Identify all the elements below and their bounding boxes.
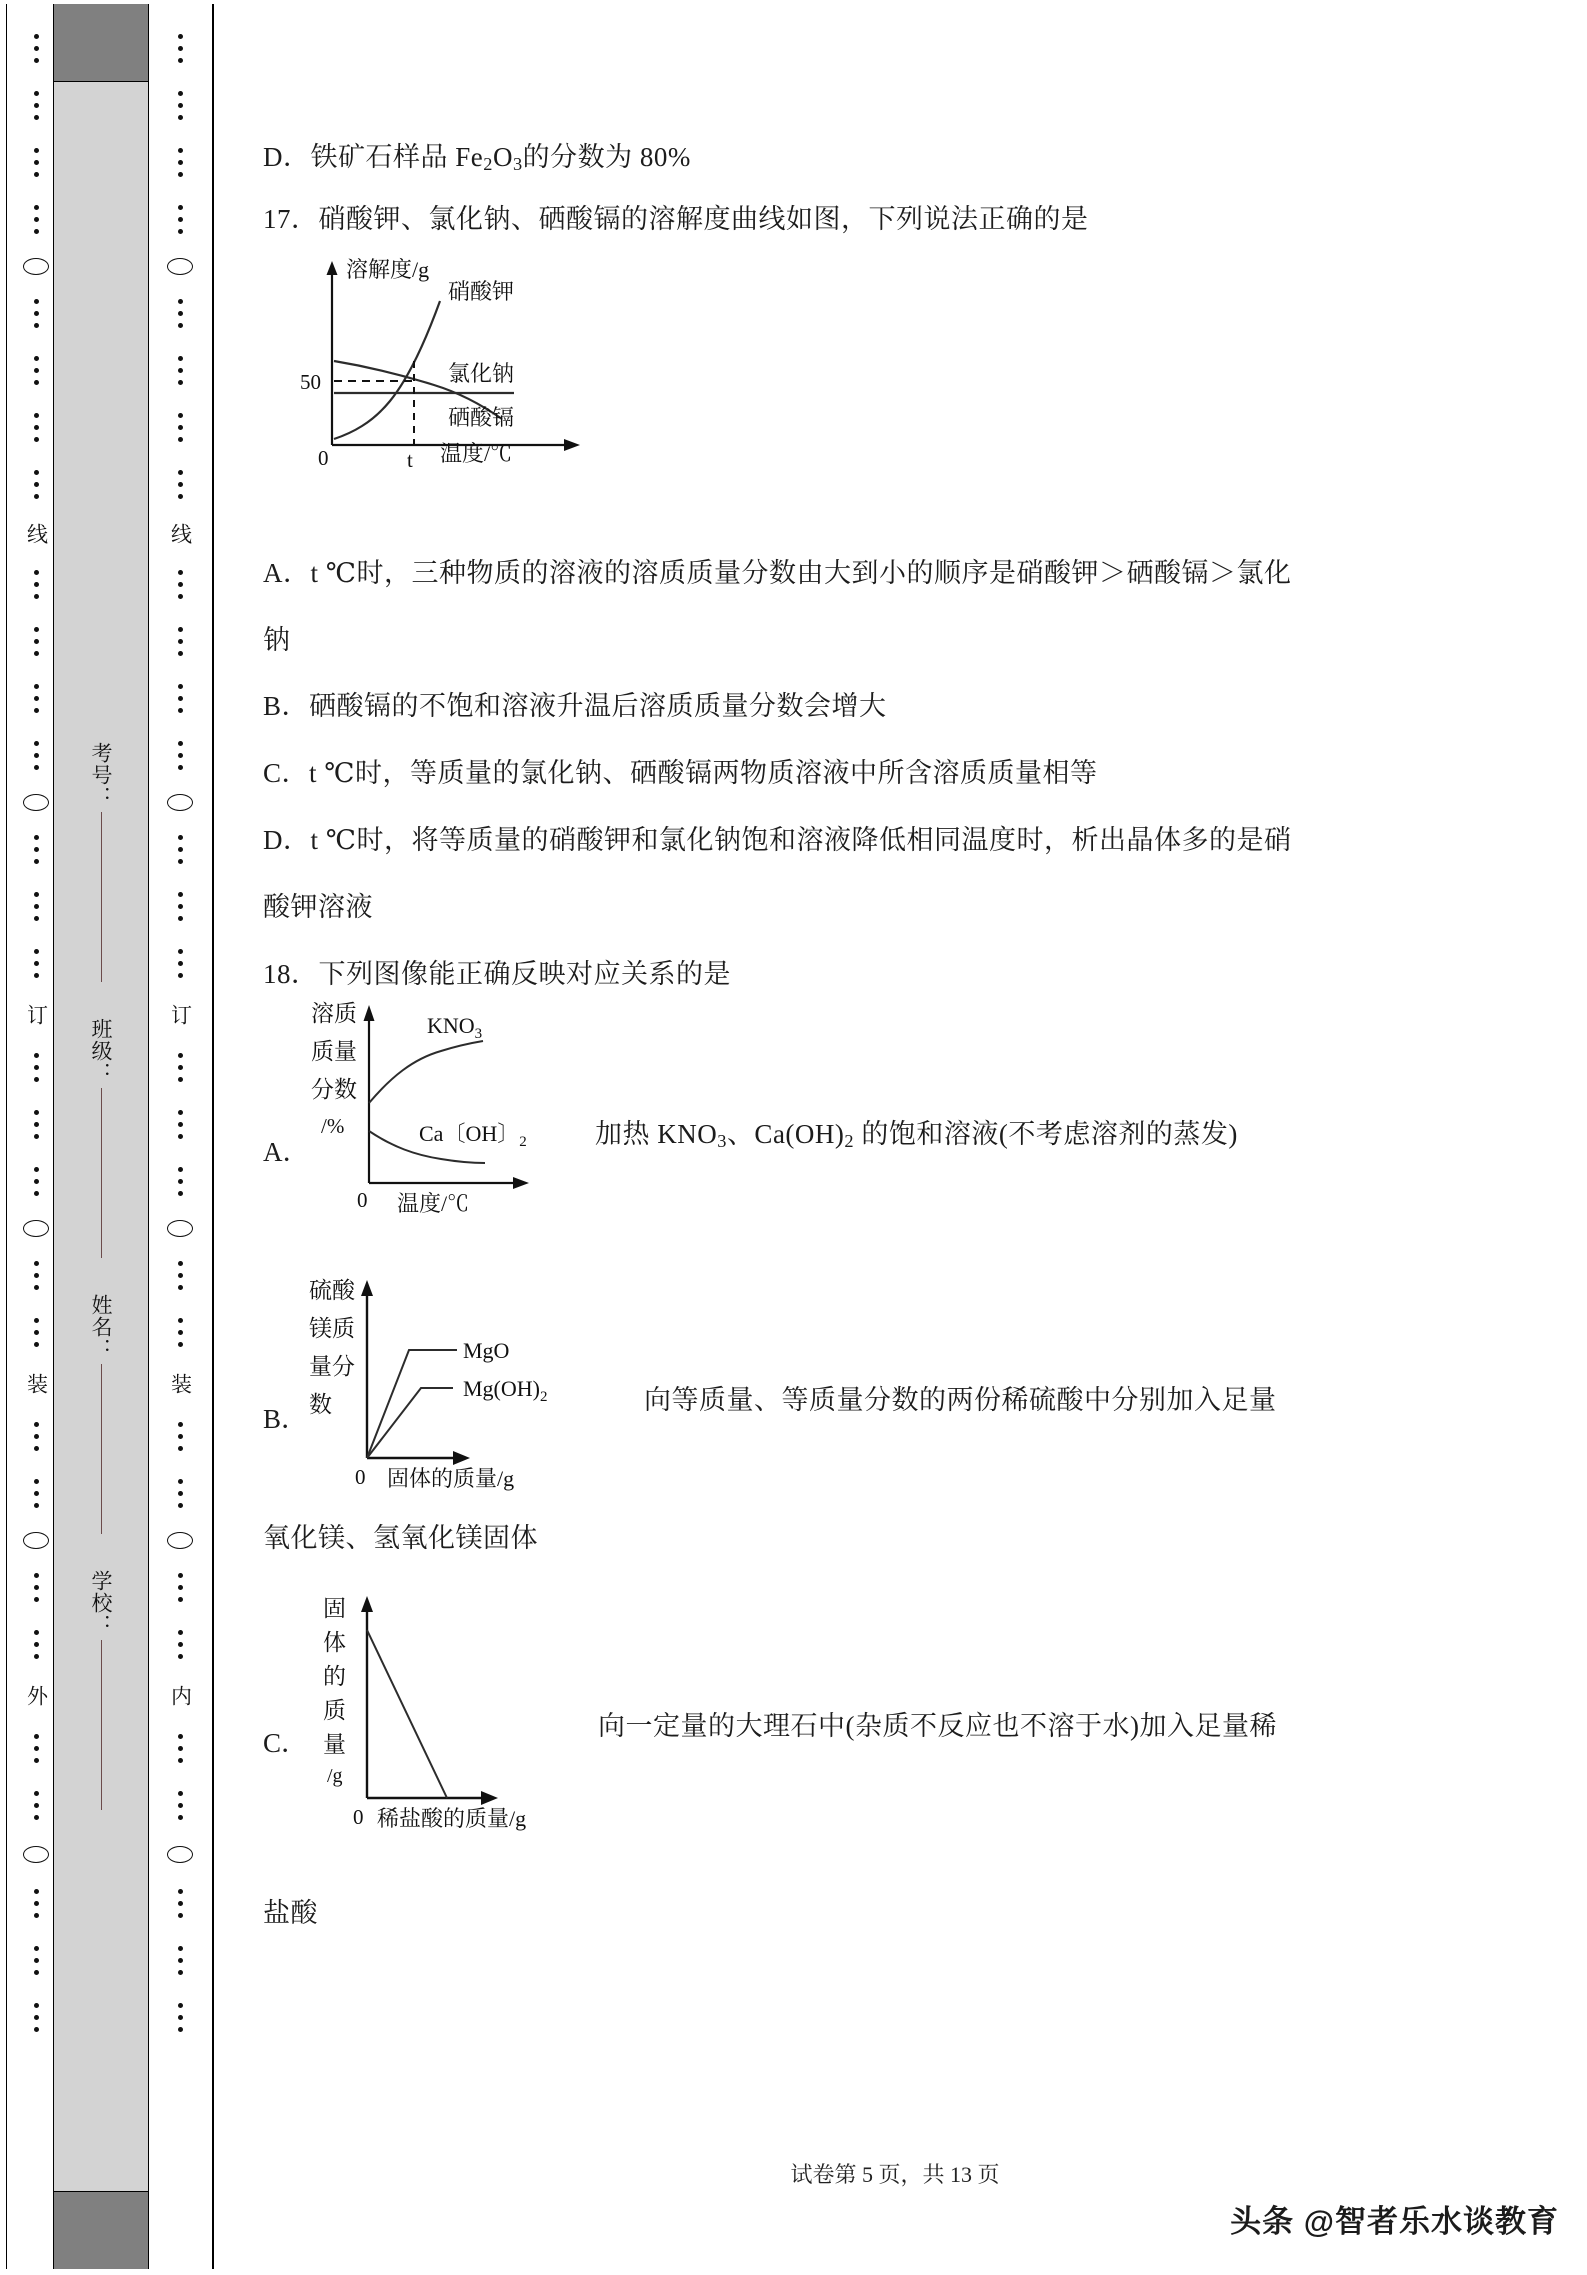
dot-run	[34, 1630, 39, 1659]
dot-run	[34, 1734, 39, 1763]
q18b-ylabel-line-2: 镁质	[309, 1316, 355, 1341]
question-17-number: 17．	[263, 204, 319, 234]
dot-run	[178, 627, 183, 656]
dot-run	[178, 949, 183, 978]
field-name-rule[interactable]	[101, 1364, 102, 1534]
series-curve-xiaosuanjia	[334, 301, 440, 439]
q17-option-a-letter: A．	[263, 558, 311, 588]
dot-run	[34, 1110, 39, 1139]
dot-run	[34, 835, 39, 864]
dot-run	[178, 1573, 183, 1602]
margin-label-wai: 外	[24, 1685, 49, 1708]
q18c-ylabel-char-3: 的	[323, 1664, 346, 1689]
q18c-ylabel-char-5: 量	[323, 1732, 346, 1757]
dot-run	[178, 2003, 183, 2032]
dot-run	[34, 1261, 39, 1290]
q17-option-d-letter: D．	[263, 825, 311, 855]
dot-run	[178, 1889, 183, 1918]
dot-run	[34, 1946, 39, 1975]
dot-run	[178, 356, 183, 385]
seal-circle-mark	[167, 1220, 193, 1237]
dot-run	[34, 1422, 39, 1451]
page-footer: 试卷第 5 页，共 13 页	[790, 2162, 1000, 2187]
option-d-text-before: 铁矿石样品 Fe	[310, 142, 484, 172]
q17-chart-svg	[290, 253, 630, 472]
margin-label-zhuang: 装	[24, 1373, 49, 1396]
q17-y-axis-label: 溶解度/g	[346, 257, 430, 282]
dot-run	[178, 1630, 183, 1659]
option-d-mid-o: O	[492, 142, 513, 172]
dot-run	[34, 741, 39, 770]
dot-run	[34, 1791, 39, 1820]
dot-run	[178, 570, 183, 599]
question-18-text: 下列图像能正确反映对应关系的是	[318, 959, 731, 989]
q18c-ylabel-char-1: 固	[323, 1596, 346, 1621]
q17-x-axis-label: 温度/℃	[440, 441, 513, 466]
margin-label-ding: 订	[168, 1004, 193, 1027]
dot-run	[34, 684, 39, 713]
dot-run	[178, 413, 183, 442]
q18a-x-axis-label: 温度/℃	[397, 1191, 470, 1216]
field-name-label: 姓名：	[89, 1294, 113, 1360]
q17-x-tick-t: t	[407, 448, 413, 472]
dot-run	[34, 949, 39, 978]
dot-run	[178, 299, 183, 328]
dot-run	[34, 413, 39, 442]
dot-run	[34, 1167, 39, 1196]
dot-run	[178, 1946, 183, 1975]
dot-run	[178, 91, 183, 120]
question-17-option-a-line1	[263, 560, 1291, 587]
watermark	[1230, 2196, 1559, 2241]
q17-series-label-lvhuana: 氯化钠	[448, 361, 515, 386]
q18a-ylabel-line-4: /%	[321, 1114, 345, 1138]
y-axis-arrow	[364, 1005, 375, 1021]
q18-a-chart-svg	[305, 995, 585, 1220]
figure-q18-a-chart	[305, 995, 585, 1220]
seal-circle-mark	[23, 258, 49, 275]
dot-run	[34, 627, 39, 656]
q18a-caption-part-c: 的饱和溶液(不考虑溶剂的蒸发)	[854, 1119, 1238, 1149]
question-17-option-a-line2: 钠	[263, 625, 291, 655]
dot-run	[34, 570, 39, 599]
q17-option-b-letter: B．	[263, 691, 310, 721]
x-axis-arrow	[564, 439, 580, 451]
seal-circle-mark	[23, 794, 49, 811]
dot-run	[34, 1479, 39, 1508]
margin-label-xian: 线	[168, 523, 193, 546]
field-name[interactable]	[86, 1294, 116, 1534]
dot-run	[178, 1053, 183, 1082]
x-axis-arrow	[453, 1451, 470, 1465]
figure-q17-solubility-chart	[290, 253, 630, 472]
q18c-x-axis-label: 稀盐酸的质量/g	[377, 1806, 527, 1831]
band-cap-top	[54, 4, 148, 82]
inner-sealing-margin	[150, 4, 210, 2269]
margin-label-zhuang: 装	[168, 1373, 193, 1396]
q17-option-b-text: 硒酸镉的不饱和溶液升温后溶质质量分数会增大	[309, 691, 887, 721]
dot-run	[178, 1167, 183, 1196]
x-axis-arrow	[481, 1791, 498, 1805]
field-exam-number-label: 考号：	[89, 742, 113, 808]
q18-option-c-caption-line2: 盐酸	[263, 1898, 318, 1928]
dot-run	[178, 34, 183, 63]
q17-option-c-text: t ℃时，等质量的氯化钠、硒酸镉两物质溶液中所含溶质质量相等	[309, 758, 1098, 788]
dot-run	[178, 1110, 183, 1139]
seal-circle-mark	[167, 1532, 193, 1549]
q18-option-a-caption	[595, 1121, 1238, 1150]
seal-circle-mark	[23, 1532, 49, 1549]
dot-run	[34, 470, 39, 499]
sheet-edge-right-rule	[212, 4, 214, 2269]
q18a-series-label-caoh2: Ca〔OH〕$_2$	[419, 1121, 527, 1150]
dot-run	[178, 1791, 183, 1820]
field-school-rule[interactable]	[101, 1640, 102, 1810]
seal-circle-mark	[167, 258, 193, 275]
previous-question-option-d	[263, 144, 691, 173]
margin-label-xian: 线	[24, 523, 49, 546]
dot-run	[178, 741, 183, 770]
q18b-x-axis-label: 固体的质量/g	[387, 1466, 515, 1491]
q18-option-b-caption-line2: 氧化镁、氢氧化镁固体	[263, 1523, 538, 1553]
q18-option-b-letter: B．	[263, 1404, 309, 1434]
q18a-ylabel-line-2: 质量	[311, 1039, 357, 1064]
dot-run	[34, 148, 39, 177]
q18b-series-label-mgo: MgO	[463, 1338, 510, 1363]
dot-run	[34, 1573, 39, 1602]
q18-option-a-letter: A．	[263, 1137, 310, 1167]
q18c-ylabel-char-2: 体	[323, 1630, 346, 1655]
question-17-option-c	[263, 760, 1097, 787]
field-exam-number-rule[interactable]	[101, 812, 102, 982]
dot-run	[34, 356, 39, 385]
dot-run	[178, 1422, 183, 1451]
q17-origin-label: 0	[318, 446, 329, 470]
q18b-ylabel-line-1: 硫酸	[309, 1278, 355, 1303]
margin-label-nei: 内	[168, 1685, 193, 1708]
q17-series-label-xisuangé: 硒酸镉	[448, 405, 515, 430]
series-curve-solid-mass	[367, 1630, 447, 1798]
watermark-text: 头条 @智者乐水谈教育	[1230, 2204, 1559, 2239]
field-school[interactable]	[86, 1570, 116, 1810]
question-17-option-d-line2: 酸钾溶液	[263, 892, 373, 922]
band-cap-bottom	[54, 2191, 148, 2269]
q18a-caption-part-a: 加热 KNO	[595, 1119, 718, 1149]
x-axis-arrow	[513, 1177, 529, 1189]
dot-run	[178, 1318, 183, 1347]
q18a-series-label-kno3: $KNO_3$	[427, 1013, 483, 1042]
field-class-label: 班级：	[89, 1018, 113, 1084]
q18b-series-label-mgoh2: $Mg(OH)_2$	[463, 1376, 548, 1405]
question-18-number: 18．	[263, 959, 319, 989]
field-class[interactable]	[86, 1018, 116, 1258]
seal-circle-mark	[167, 794, 193, 811]
student-info-fields	[54, 82, 148, 2191]
q18a-ylabel-line-3: 分数	[311, 1077, 357, 1102]
seal-circle-mark	[23, 1220, 49, 1237]
seal-circle-mark	[167, 1846, 193, 1863]
question-17-stem	[263, 206, 1089, 233]
dot-run	[34, 34, 39, 63]
dot-run	[178, 470, 183, 499]
q17-option-c-letter: C．	[263, 758, 310, 788]
q17-option-a-text: t ℃时，三种物质的溶液的溶质质量分数由大到小的顺序是硝酸钾＞硒酸镉＞氯化	[310, 558, 1292, 588]
q18b-ylabel-line-4: 数	[309, 1392, 332, 1417]
q18a-caption-sub-3: 3	[717, 1131, 727, 1152]
question-18-stem	[263, 961, 731, 988]
dot-run	[178, 684, 183, 713]
q17-y-tick-50: 50	[300, 370, 321, 394]
margin-label-ding: 订	[24, 1004, 49, 1027]
option-d-sub-3: 3	[512, 154, 523, 175]
question-17-text: 硝酸钾、氯化钠、硒酸镉的溶解度曲线如图，下列说法正确的是	[318, 204, 1089, 234]
q18-b-chart-svg	[305, 1270, 625, 1500]
question-17-option-d-line1	[263, 827, 1291, 854]
dot-run	[34, 892, 39, 921]
question-content-area	[250, 0, 1540, 2275]
dot-run	[178, 835, 183, 864]
dot-run	[178, 1261, 183, 1290]
dot-run	[34, 299, 39, 328]
y-axis-arrow	[361, 1596, 373, 1612]
question-17-option-b	[263, 693, 887, 720]
figure-q18-b-chart	[305, 1270, 625, 1500]
dot-run	[34, 1889, 39, 1918]
option-d-letter: D．	[263, 142, 311, 172]
dot-run	[34, 2003, 39, 2032]
field-exam-number[interactable]	[86, 742, 116, 982]
student-info-band	[53, 4, 149, 2269]
dot-run	[178, 148, 183, 177]
q18c-ylabel-char-4: 质	[323, 1698, 346, 1723]
q18a-caption-part-b: 、Ca(OH)	[726, 1119, 845, 1149]
q18b-origin-label: 0	[355, 1465, 366, 1489]
dot-run	[178, 892, 183, 921]
dot-run	[178, 1734, 183, 1763]
q18-option-c-caption-line1: 向一定量的大理石中(杂质不反应也不溶于水)加入足量稀	[598, 1711, 1277, 1741]
dot-run	[34, 205, 39, 234]
q17-series-label-xiaosuanjia: 硝酸钾	[448, 279, 515, 304]
field-class-rule[interactable]	[101, 1088, 102, 1258]
q18b-ylabel-line-3: 量分	[309, 1354, 355, 1379]
q18-option-c-letter: C．	[263, 1728, 309, 1758]
dot-run	[34, 1318, 39, 1347]
y-axis-arrow	[327, 261, 338, 275]
q18c-origin-label: 0	[353, 1805, 364, 1829]
y-axis-arrow	[361, 1280, 373, 1296]
field-school-label: 学校：	[89, 1570, 113, 1636]
q18a-origin-label: 0	[357, 1188, 368, 1212]
series-curve-kno3	[369, 1041, 483, 1103]
figure-q18-c-chart	[305, 1590, 625, 1840]
seal-circle-mark	[23, 1846, 49, 1863]
option-d-sub-2: 2	[483, 154, 493, 175]
option-d-text-after: 的分数为 80%	[522, 142, 691, 172]
q18-option-b-caption-line1: 向等质量、等质量分数的两份稀硫酸中分别加入足量	[644, 1385, 1277, 1415]
q17-option-d-text: t ℃时，将等质量的硝酸钾和氯化钠饱和溶液降低相同温度时，析出晶体多的是硝	[310, 825, 1292, 855]
dot-run	[34, 1053, 39, 1082]
q18a-ylabel-line-1: 溶质	[311, 1001, 357, 1026]
dot-run	[34, 91, 39, 120]
dot-run	[178, 205, 183, 234]
dot-run	[178, 1479, 183, 1508]
q18-c-chart-svg	[305, 1590, 625, 1840]
q18a-caption-sub-2: 2	[844, 1131, 855, 1152]
q18c-ylabel-char-6: /g	[327, 1765, 343, 1787]
